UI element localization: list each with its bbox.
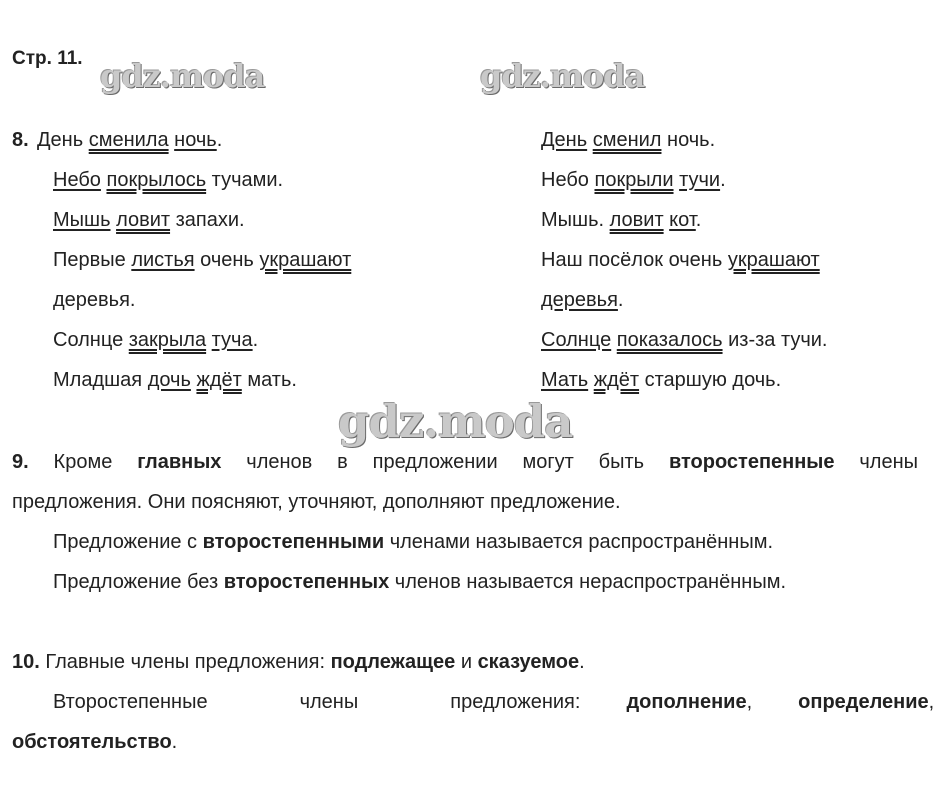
bold-term: подлежащее [330, 651, 456, 673]
text-run: очень [194, 249, 260, 271]
predicate-word: покрылось [106, 169, 207, 191]
task8-number [12, 128, 29, 152]
watermark-3: gdz.moda [338, 395, 573, 448]
subject-word: листья [131, 249, 195, 271]
task-number: 8. [12, 129, 29, 151]
task9-line-2 [12, 490, 621, 514]
text-run: Первые [53, 249, 132, 271]
subject-word: кот [669, 209, 696, 231]
watermark-2: gdz.moda [480, 57, 645, 95]
task8-left-line-2 [53, 208, 245, 232]
subject-word: Небо [53, 169, 101, 191]
task8-left-line-1 [53, 168, 283, 192]
task8-right-line-4 [541, 288, 623, 312]
predicate-word: ловит [116, 209, 171, 231]
text-run: мать. [241, 369, 297, 391]
task-number: 10. [12, 651, 40, 673]
bold-term: второстепенных [223, 571, 390, 593]
task9-line-1-text [54, 451, 918, 473]
bold-term: главных [137, 451, 222, 473]
text-run: деревья. [53, 289, 136, 311]
task8-right-line-5 [541, 328, 828, 352]
text-run: Мышь. [541, 209, 610, 231]
text-run: Предложение без [53, 571, 224, 593]
subject-word: туча [211, 329, 253, 351]
predicate-word: украшают [259, 249, 352, 271]
subject-word: День [541, 129, 588, 151]
predicate-word: ждёт [196, 369, 242, 391]
text-run: Солнце [53, 329, 129, 351]
task9-line-4 [53, 570, 786, 594]
task-number: 9. [12, 451, 29, 473]
text-run: из-за тучи. [722, 329, 828, 351]
subject-word: Солнце [541, 329, 612, 351]
task8-left-line-3 [53, 248, 351, 272]
text-run: запахи. [170, 209, 245, 231]
task10-line-1-text [45, 651, 584, 673]
task8-right-line-0 [541, 128, 715, 152]
text-run: Наш посёлок очень [541, 249, 728, 271]
text-run: . [216, 129, 223, 151]
bold-term: сказуемое [477, 651, 580, 673]
watermark-1: gdz.moda [100, 57, 265, 95]
task9-line-1 [12, 450, 918, 474]
text-run: Предложение с [53, 531, 203, 553]
text-run: Младшая [53, 369, 148, 391]
text-run: предложения. Они поясняют, уточняют, дополняют предложение. [12, 491, 621, 513]
task10-line-2 [53, 690, 935, 714]
text-run: , [928, 691, 935, 713]
predicate-word: закрыла [128, 329, 207, 351]
task9-line-3 [53, 530, 773, 554]
predicate-word: показалось [616, 329, 723, 351]
task10-line-3 [12, 730, 177, 754]
text-run: членов в предложении могут быть [221, 451, 669, 473]
subject-word: ночь [174, 129, 217, 151]
subject-word: Мать [541, 369, 589, 391]
text-run: . [617, 289, 624, 311]
task10-line-1 [12, 650, 585, 674]
task8-right-line-3 [541, 248, 820, 272]
bold-term: определение [798, 691, 929, 713]
text-word: Второстепенные [53, 691, 208, 713]
task8-right-line-2 [541, 208, 701, 232]
text-run: День [37, 129, 89, 151]
text-word: члены [299, 691, 359, 713]
predicate-word: украшают [727, 249, 820, 271]
text-run: . [579, 651, 585, 673]
predicate-word: ловит [609, 209, 664, 231]
bold-term: второстепенные [668, 451, 835, 473]
text-run: членами называется распространённым. [384, 531, 774, 553]
bold-term: второстепенными [202, 531, 385, 553]
text-run: ночь. [661, 129, 716, 151]
text-run: членов называется нераспространённым. [389, 571, 786, 593]
text-run: . [720, 169, 726, 191]
text-word: предложения: [450, 691, 581, 713]
page-label: Стр. 11. [12, 48, 83, 69]
bold-term: обстоятельство [12, 731, 172, 753]
subject-word: Мышь [53, 209, 111, 231]
text-run: тучами. [206, 169, 284, 191]
predicate-word: сменил [592, 129, 662, 151]
task8-right-line-1 [541, 168, 726, 192]
predicate-word: сменила [88, 129, 169, 151]
text-run [53, 691, 626, 713]
text-run: и [455, 651, 478, 673]
text-run: , [746, 691, 753, 713]
predicate-word: покрыли [594, 169, 674, 191]
task8-left-line-5 [53, 328, 258, 352]
subject-word: деревья [541, 289, 618, 311]
text-run: . [171, 731, 178, 753]
text-run: Кроме [53, 451, 138, 473]
text-run: . [252, 329, 259, 351]
task8-left-line-0 [37, 128, 222, 152]
text-run: старшую дочь. [639, 369, 782, 391]
subject-word: дочь [147, 369, 191, 391]
predicate-word: ждёт [593, 369, 640, 391]
subject-word: тучи [679, 169, 721, 191]
text-run: Небо [541, 169, 595, 191]
task8-left-line-6 [53, 368, 297, 392]
text-run: Главные члены предложения: [45, 651, 331, 673]
text-run: . [695, 209, 702, 231]
text-run: члены [834, 451, 919, 473]
bold-term: дополнение [626, 691, 747, 713]
task8-right-line-6 [541, 368, 781, 392]
task8-left-line-4 [53, 288, 135, 312]
